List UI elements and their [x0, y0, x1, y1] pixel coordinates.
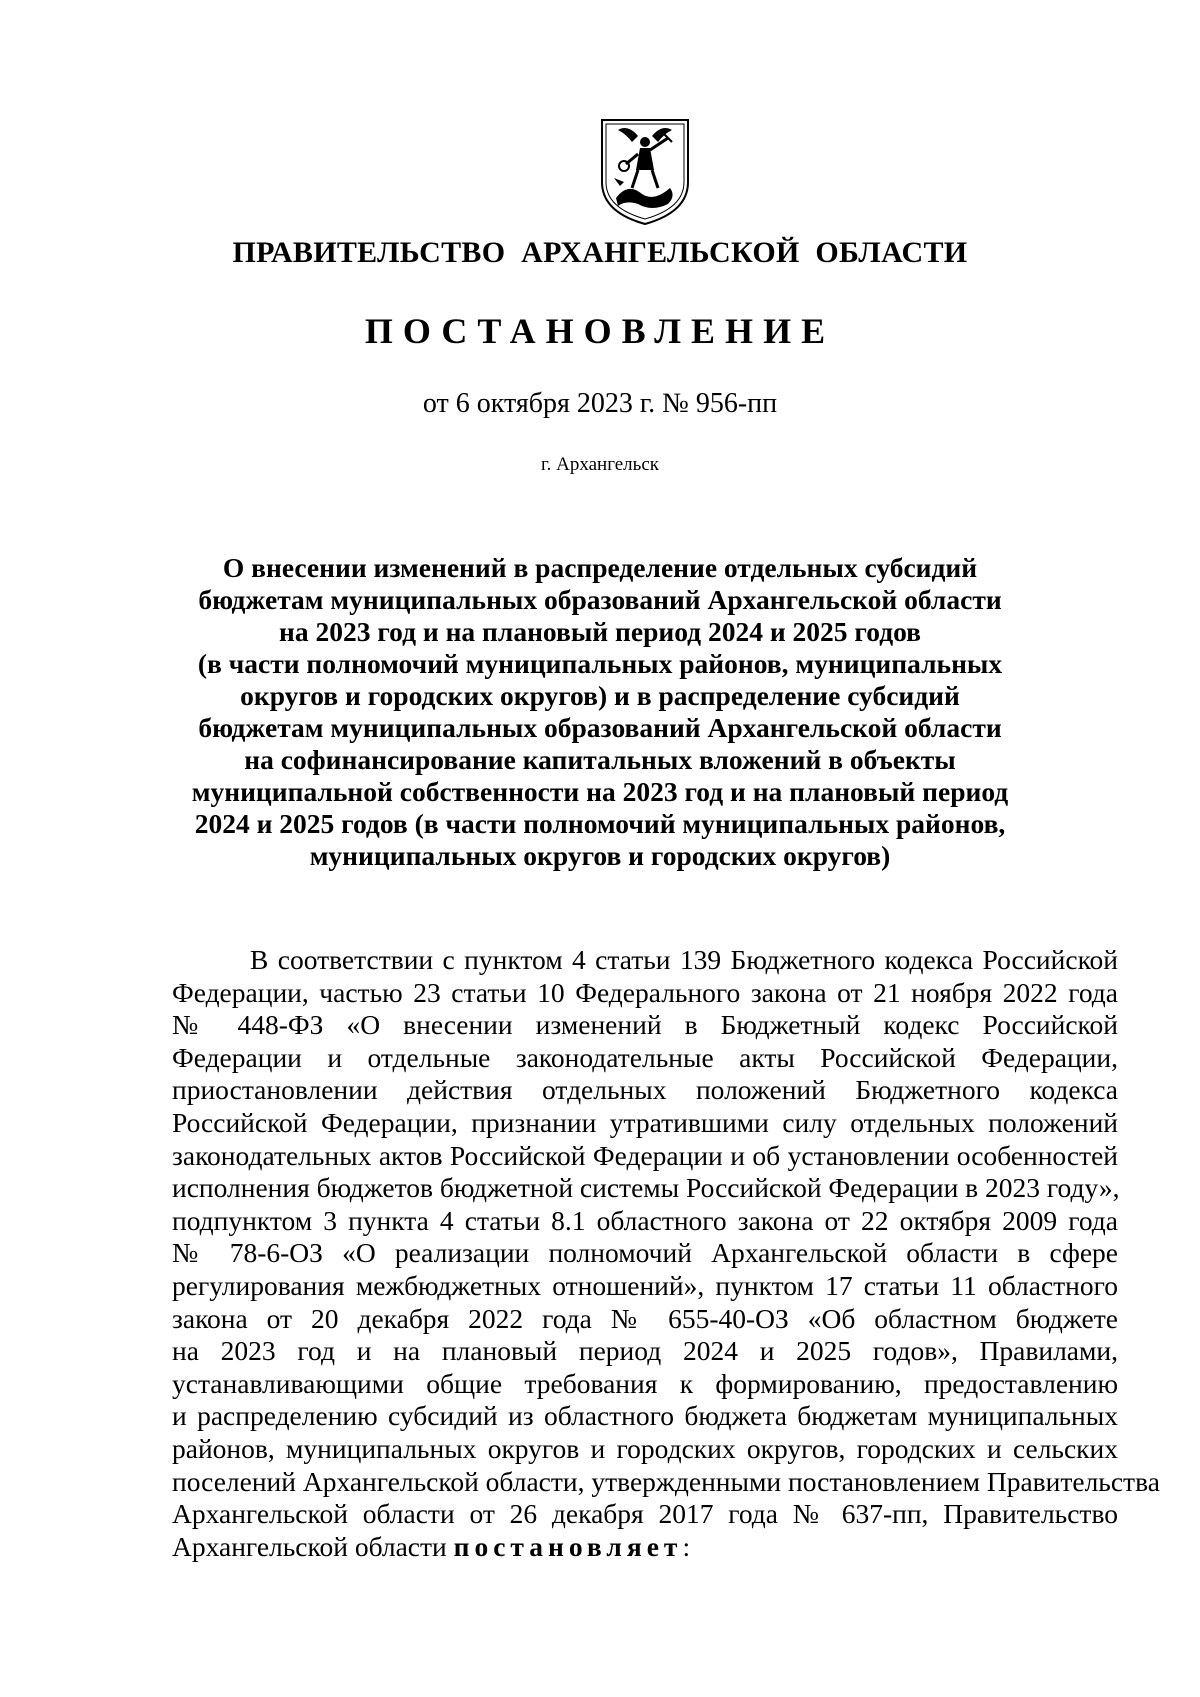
body-line: устанавливающими общие требования к формированию, предоставлению	[172, 1367, 1118, 1399]
heading-line: на 2023 год и на плановый период 2024 и 2025 годов	[278, 616, 922, 647]
heading-line: 2024 и 2025 годов (в части полномочий муниципальных районов,	[194, 808, 1006, 839]
body-line: закона от 20 декабря 2022 года № 655-40-ОЗ «Об областном бюджете	[172, 1302, 1118, 1334]
body-last-suffix: :	[682, 1530, 691, 1562]
body-line: районов, муниципальных округов и городских округов, городских и сельских	[172, 1432, 1118, 1464]
heading-line: (в части полномочий муниципальных районов, муниципальных	[197, 648, 1003, 679]
body-line: Федерации, частью 23 статьи 10 Федерального закона от 21 ноября 2022 года	[172, 976, 1118, 1008]
body-line: поселений Архангельской области, утвержденными постановлением Правительства	[172, 1465, 1160, 1497]
heading-line: округов и городских округов) и в распределение субсидий	[240, 680, 960, 711]
heading-line: муниципальной собственности на 2023 год и на плановый период	[191, 776, 1009, 807]
body-line: приостановлении действия отдельных положений Бюджетного кодекса	[172, 1074, 1118, 1106]
body-line: законодательных актов Российской Федерации и об установлении особенностей	[172, 1139, 1118, 1171]
document-heading	[160, 552, 1040, 872]
body-line: Российской Федерации, признании утратившими силу отдельных положений	[172, 1106, 1118, 1138]
body-line: и распределению субсидий из областного бюджета бюджетам муниципальных	[172, 1400, 1118, 1432]
resolves-emphasis: постановляет	[453, 1530, 683, 1562]
body-line: № 448-ФЗ «О внесении изменений в Бюджетный кодекс Российской	[172, 1009, 1118, 1041]
government-name: ПРАВИТЕЛЬСТВО АРХАНГЕЛЬСКОЙ ОБЛАСТИ	[232, 236, 968, 269]
body-line: на 2023 год и на плановый период 2024 и 2025 годов», Правилами,	[172, 1335, 1118, 1367]
body-last-line	[172, 1531, 1118, 1564]
document-type-title: ПОСТАНОВЛЕНИЕ	[364, 311, 836, 351]
coat-of-arms-icon	[598, 116, 692, 228]
heading-line: бюджетам муниципальных образований Архангельской области	[198, 712, 1002, 743]
body-line: В соответствии с пунктом 4 статьи 139 Бюджетного кодекса Российской	[250, 944, 1118, 975]
document-city: г. Архангельск	[540, 454, 659, 475]
heading-line: муниципальных округов и городских округов)	[309, 840, 891, 871]
heading-line: О внесении изменений в распределение отдельных субсидий	[222, 552, 978, 583]
body-line: исполнения бюджетов бюджетной системы Российской Федерации в 2023 году»,	[172, 1172, 1120, 1204]
body-line: регулирования межбюджетных отношений», пунктом 17 статьи 11 областного	[172, 1269, 1118, 1301]
body-last-prefix: Архангельской области	[172, 1530, 454, 1562]
document-body	[172, 944, 1160, 1563]
heading-line: на софинансирование капитальных вложений в объекты	[244, 744, 956, 775]
heading-line: бюджетам муниципальных образований Архангельской области	[198, 584, 1002, 615]
body-line: подпунктом 3 пункта 4 статьи 8.1 областного закона от 22 октября 2009 года	[172, 1204, 1118, 1236]
body-line: № 78-6-ОЗ «О реализации полномочий Архангельской области в сфере	[172, 1237, 1118, 1269]
body-line: Федерации и отдельные законодательные акты Российской Федерации,	[172, 1041, 1118, 1073]
body-line: Архангельской области от 26 декабря 2017 года № 637-пп, Правительство	[172, 1498, 1118, 1530]
document-date-number: от 6 октября 2023 г. № 956-пп	[422, 388, 778, 419]
